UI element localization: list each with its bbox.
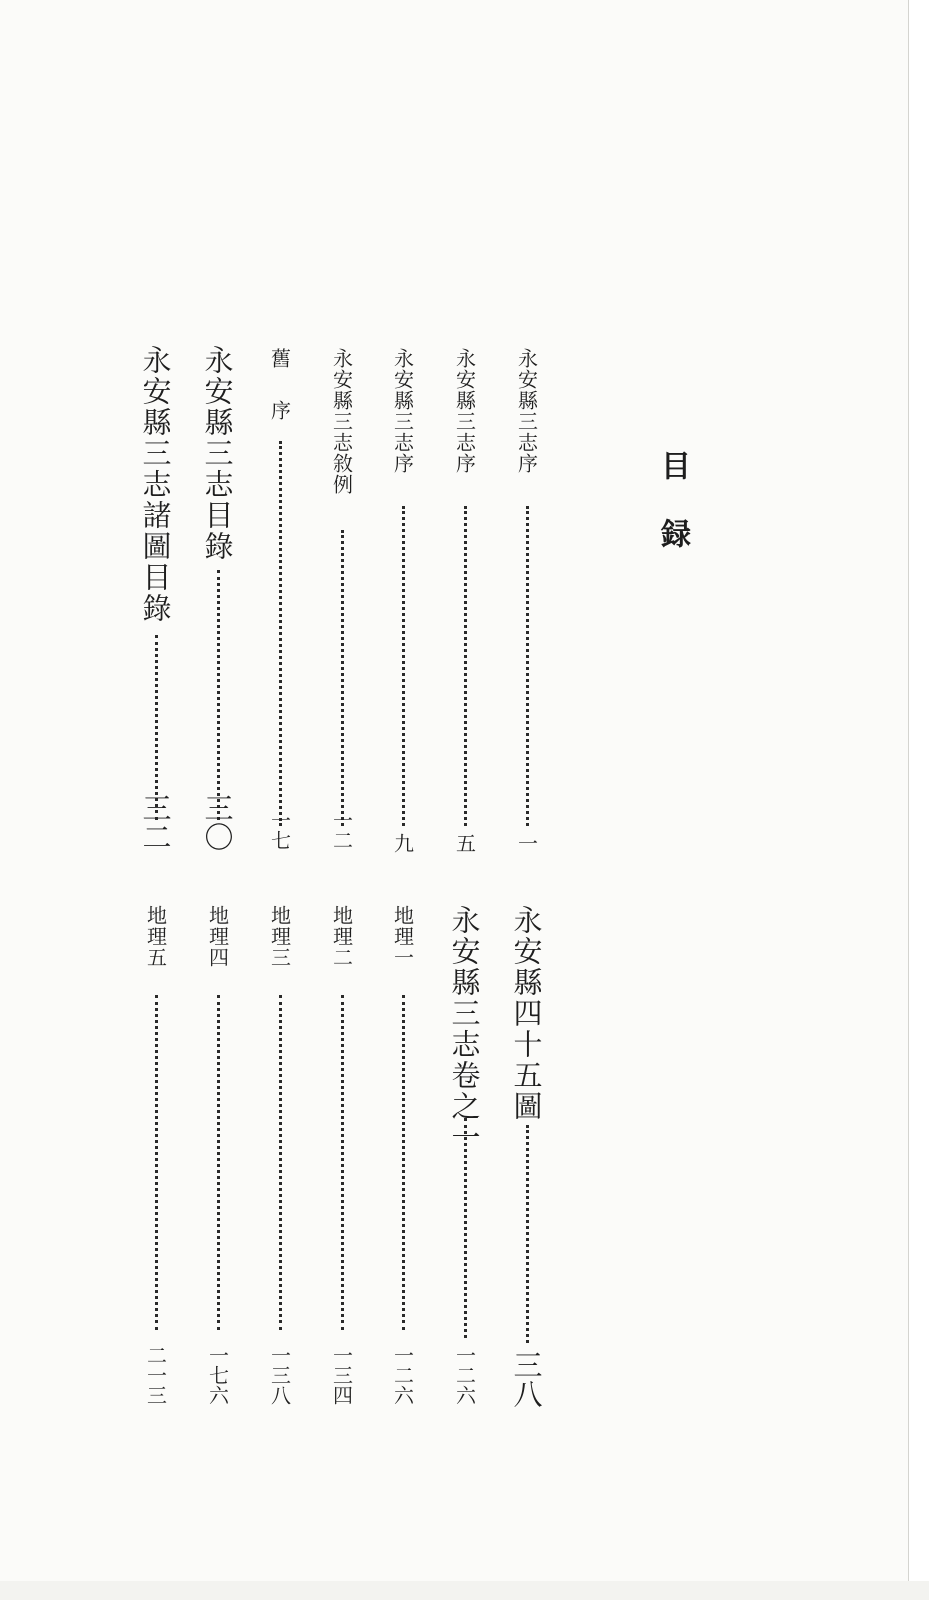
toc-entry-page: 三〇 (200, 793, 235, 851)
toc-entry-page: 九 (390, 833, 415, 853)
page-edge (908, 0, 929, 1600)
toc-entry-page: 一 (514, 833, 539, 853)
dot-leader (402, 506, 405, 826)
toc-entry-page: 三二 (138, 793, 173, 851)
toc-entry-title: 永安縣四十五圖 (509, 905, 544, 1122)
dot-leader (526, 506, 529, 826)
dot-leader (464, 1118, 467, 1338)
toc-entry-page: 一二六 (390, 1345, 415, 1405)
page-bottom-edge (0, 1581, 929, 1600)
dot-leader (217, 995, 220, 1330)
toc-entry-title: 永安縣三志序 (452, 348, 477, 474)
toc-heading: 目録 (655, 450, 690, 586)
toc-entry-page: 一二 (329, 810, 354, 850)
toc-entry-title: 永安縣三志卷之一 (447, 905, 482, 1153)
toc-entry-page: 一二六 (452, 1345, 477, 1405)
toc-entry-page: 三八 (509, 1350, 544, 1408)
dot-leader (155, 995, 158, 1330)
toc-entry-page: 一七六 (205, 1345, 230, 1405)
toc-entry-page: 五 (452, 833, 477, 853)
toc-entry-page: 一三八 (267, 1345, 292, 1405)
toc-entry-page: 一七 (267, 810, 292, 850)
dot-leader (279, 441, 282, 826)
toc-entry-title: 地理三 (267, 905, 292, 968)
toc-entry-page: 二一三 (143, 1345, 168, 1405)
toc-entry-title: 永安縣三志序 (390, 348, 415, 474)
dot-leader (217, 570, 220, 820)
dot-leader (402, 995, 405, 1330)
toc-entry-page: 一三四 (329, 1345, 354, 1405)
toc-entry-title: 永安縣三志目錄 (200, 345, 235, 562)
dot-leader (341, 995, 344, 1330)
toc-entry-title: 地理二 (329, 905, 354, 968)
dot-leader (341, 530, 344, 826)
toc-entry-title: 永安縣三志序 (514, 348, 539, 474)
dot-leader (526, 1125, 529, 1343)
toc-entry-title: 地理五 (143, 905, 168, 968)
toc-entry-title: 永安縣三志諸圖目錄 (138, 345, 173, 624)
toc-entry-title: 地理四 (205, 905, 230, 968)
toc-entry-title: 永安縣三志敘例 (329, 348, 354, 495)
dot-leader (464, 506, 467, 826)
toc-entry-title: 舊 序 (267, 348, 292, 426)
dot-leader (279, 995, 282, 1330)
toc-entry-title: 地理一 (390, 905, 415, 968)
